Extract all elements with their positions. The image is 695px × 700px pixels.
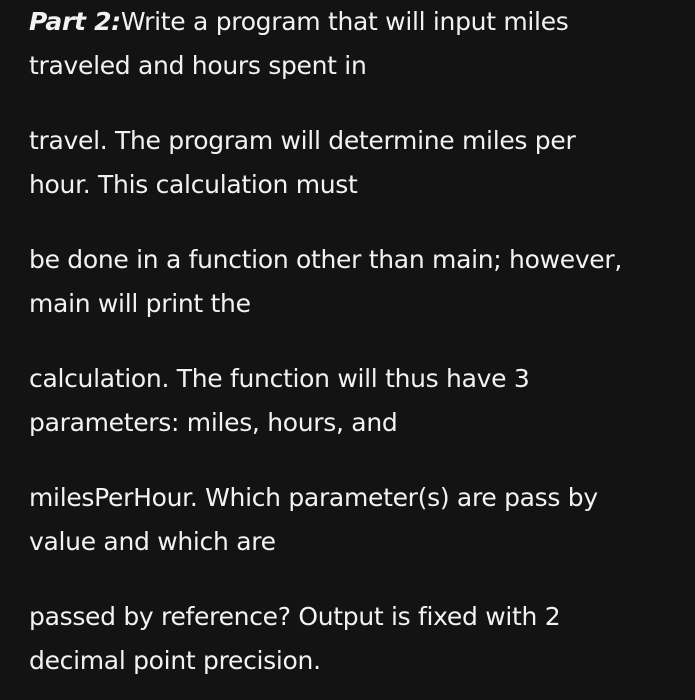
- paragraph-3-line-2: main will print the: [29, 289, 251, 318]
- paragraph-4: [29, 357, 679, 445]
- part-label: Part 2:: [29, 7, 121, 36]
- paragraph-1: [29, 0, 679, 88]
- paragraph-3-line-1: be done in a function other than main; however,: [29, 245, 623, 274]
- document-body: [29, 0, 679, 683]
- paragraph-5-line-2: value and which are: [29, 527, 276, 556]
- paragraph-1-line-1: [29, 0, 679, 44]
- paragraph-5-line-1: milesPerHour. Which parameter(s) are pass by: [29, 483, 598, 512]
- paragraph-6-line-2: decimal point precision.: [29, 646, 321, 675]
- paragraph-3: [29, 238, 679, 326]
- paragraph-6: [29, 595, 679, 683]
- paragraph-2: [29, 119, 679, 207]
- paragraph-5: [29, 476, 679, 564]
- paragraph-2-line-1: travel. The program will determine miles per: [29, 126, 576, 155]
- paragraph-4-line-1: calculation. The function will thus have 3: [29, 364, 530, 393]
- paragraph-6-line-1: passed by reference? Output is fixed with 2: [29, 602, 561, 631]
- paragraph-1-line-2: traveled and hours spent in: [29, 51, 367, 80]
- paragraph-2-line-2: hour. This calculation must: [29, 170, 358, 199]
- paragraph-1-line-1-text: Write a program that will input miles: [120, 7, 569, 36]
- paragraph-4-line-2: parameters: miles, hours, and: [29, 408, 398, 437]
